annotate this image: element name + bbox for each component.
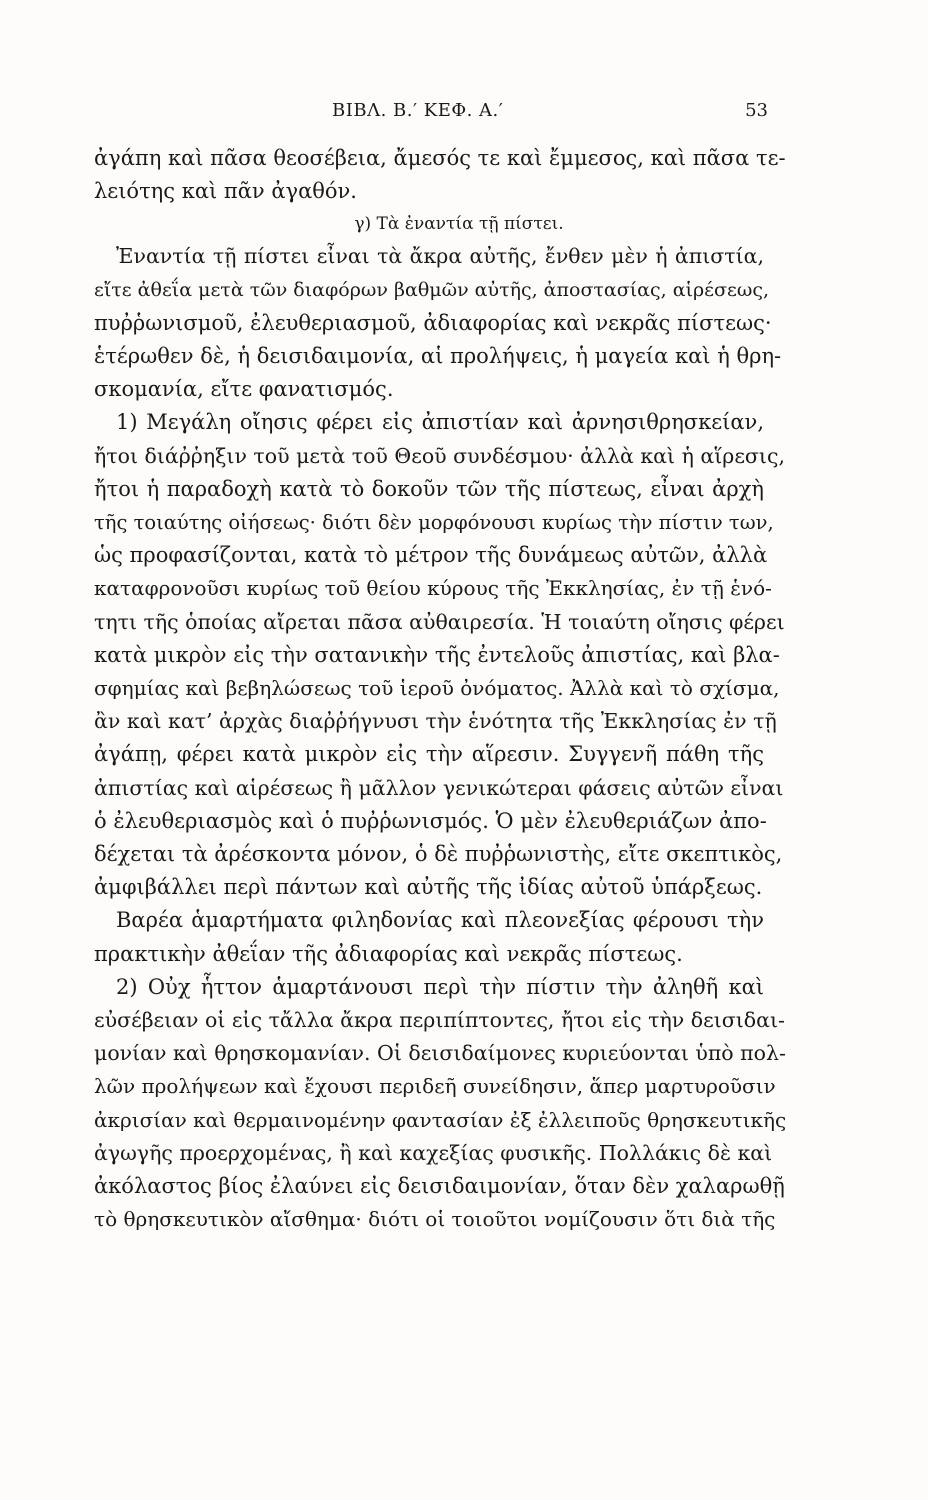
- page-header: [94, 96, 768, 136]
- running-head: ΒΙΒΛ. Β.′ ΚΕΦ. Α.′: [332, 100, 504, 121]
- text-line: σκομανία, εἴτε φανατισμός.: [94, 377, 394, 402]
- text-line: τὸ θρησκευτικὸν αἴσθημα· διότι οἱ τοιοῦτοι νομίζουσιν ὅτι διὰ τῆς: [94, 1207, 776, 1232]
- text-line: κατὰ μικρὸν εἰς τὴν σατανικὴν τῆς ἐντελοῦς ἀπιστίας, καὶ βλα-: [94, 642, 780, 667]
- text-line: τητι τῆς ὁποίας αἴρεται πᾶσα αὐθαιρεσία. Ἡ τοιαύτη οἴησις φέρει: [94, 609, 785, 634]
- text-line: τῆς τοιαύτης οἰήσεως· διότι δὲν μορφόνουσι κυρίως τὴν πίστιν των,: [94, 511, 774, 535]
- section-heading: γ) Τὰ ἐναντία τῇ πίστει.: [354, 214, 564, 235]
- text-line: ἤτοι διάῤῥηξιν τοῦ μετὰ τοῦ Θεοῦ συνδέσμου· ἀλλὰ καὶ ἡ αἵρεσις,: [94, 443, 785, 468]
- text-line: εἴτε ἀθεΐα μετὰ τῶν διαφόρων βαθμῶν αὐτῆς, ἀποστασίας, αἱρέσεως,: [94, 278, 770, 301]
- text-line: 1) Μεγάλη οἴησις φέρει εἰς ἀπιστίαν καὶ ἀρνησιθρησκείαν,: [116, 410, 764, 435]
- text-line: λειότης καὶ πᾶν ἀγαθόν.: [94, 179, 357, 204]
- text-line: ἀμφιβάλλει περὶ πάντων καὶ αὐτῆς τῆς ἰδίας αὐτοῦ ὑπάρξεως.: [94, 875, 763, 900]
- page-number: 53: [745, 100, 768, 121]
- body-text: [94, 142, 787, 1237]
- text-line: μονίαν καὶ θρησκομανίαν. Οἱ δεισιδαίμονες κυριεύονται ὑπὸ πολ-: [94, 1041, 786, 1066]
- text-line: ὁ ἐλευθεριασμὸς καὶ ὁ πυῤῥωνισμός. Ὁ μὲν ἐλευθεριάζων ἀπο-: [94, 808, 767, 833]
- text-line: πυῤῥωνισμοῦ, ἐλευθεριασμοῦ, ἀδιαφορίας καὶ νεκρᾶς πίστεως·: [94, 310, 772, 335]
- text-line: ἤτοι ἡ παραδοχὴ κατὰ τὸ δοκοῦν τῶν τῆς πίστεως, εἶναι ἀρχὴ: [94, 476, 764, 501]
- text-line: ἀκρισίαν καὶ θερμαινομένην φαντασίαν ἐξ ἐλλειποῦς θρησκευτικῆς: [94, 1107, 787, 1132]
- text-line: ἂν καὶ κατ’ ἀρχὰς διαῤῥήγνυσι τὴν ἑνότητα τῆς Ἐκκλησίας ἐν τῇ: [94, 709, 777, 734]
- text-line: ἑτέρωθεν δὲ, ἡ δεισιδαιμονία, αἱ προλήψεις, ἡ μαγεία καὶ ἡ θρη-: [94, 344, 782, 369]
- text-line: Βαρέα ἁμαρτήματα φιληδονίας καὶ πλεονεξίας φέρουσι τὴν: [116, 908, 764, 933]
- text-line: σφημίας καὶ βεβηλώσεως τοῦ ἱεροῦ ὀνόματος. Ἀλλὰ καὶ τὸ σχίσμα,: [94, 676, 780, 701]
- text-line: ἀγάπη καὶ πᾶσα θεοσέβεια, ἄμεσός τε καὶ ἔμμεσος, καὶ πᾶσα τε-: [94, 146, 786, 170]
- text-line: λῶν προλήψεων καὶ ἔχουσι περιδεῆ συνείδησιν, ἅπερ μαρτυροῦσιν: [94, 1074, 776, 1099]
- text-line: ἀπιστίας καὶ αἱρέσεως ἢ μᾶλλον γενικώτεραι φάσεις αὐτῶν εἶναι: [94, 775, 784, 800]
- text-line: δέχεται τὰ ἀρέσκοντα μόνον, ὁ δὲ πυῤῥωνιστὴς, εἴτε σκεπτικὸς,: [94, 842, 783, 867]
- text-line: καταφρονοῦσι κυρίως τοῦ θείου κύρους τῆς Ἐκκλησίας, ἐν τῇ ἑνό-: [94, 576, 772, 601]
- book-page: [94, 96, 787, 1237]
- text-line: 2) Οὐχ ἧττον ἁμαρτάνουσι περὶ τὴν πίστιν τὴν ἀληθῆ καὶ: [116, 974, 764, 999]
- text-line: πρακτικὴν ἀθεΐαν τῆς ἀδιαφορίας καὶ νεκρᾶς πίστεως.: [94, 941, 683, 966]
- text-line: ἀγάπῃ, φέρει κατὰ μικρὸν εἰς τὴν αἵρεσιν. Συγγενῆ πάθη τῆς: [94, 742, 764, 767]
- text-line: εὐσέβειαν οἱ εἰς τἄλλα ἄκρα περιπίπτοντες, ἤτοι εἰς τὴν δεισιδαι-: [94, 1008, 785, 1033]
- text-line: Ἐναντία τῇ πίστει εἶναι τὰ ἄκρα αὐτῆς, ἔνθεν μὲν ἡ ἀπιστία,: [116, 244, 764, 269]
- text-line: ἀγωγῆς προερχομένας, ἢ καὶ καχεξίας φυσικῆς. Πολλάκις δὲ καὶ: [94, 1140, 773, 1165]
- text-line: ἀκόλαστος βίος ἐλαύνει εἰς δεισιδαιμονίαν, ὅταν δὲν χαλαρωθῇ: [94, 1174, 785, 1199]
- text-line: ὡς προφασίζονται, κατὰ τὸ μέτρον τῆς δυνάμεως αὐτῶν, ἀλλὰ: [94, 543, 768, 568]
